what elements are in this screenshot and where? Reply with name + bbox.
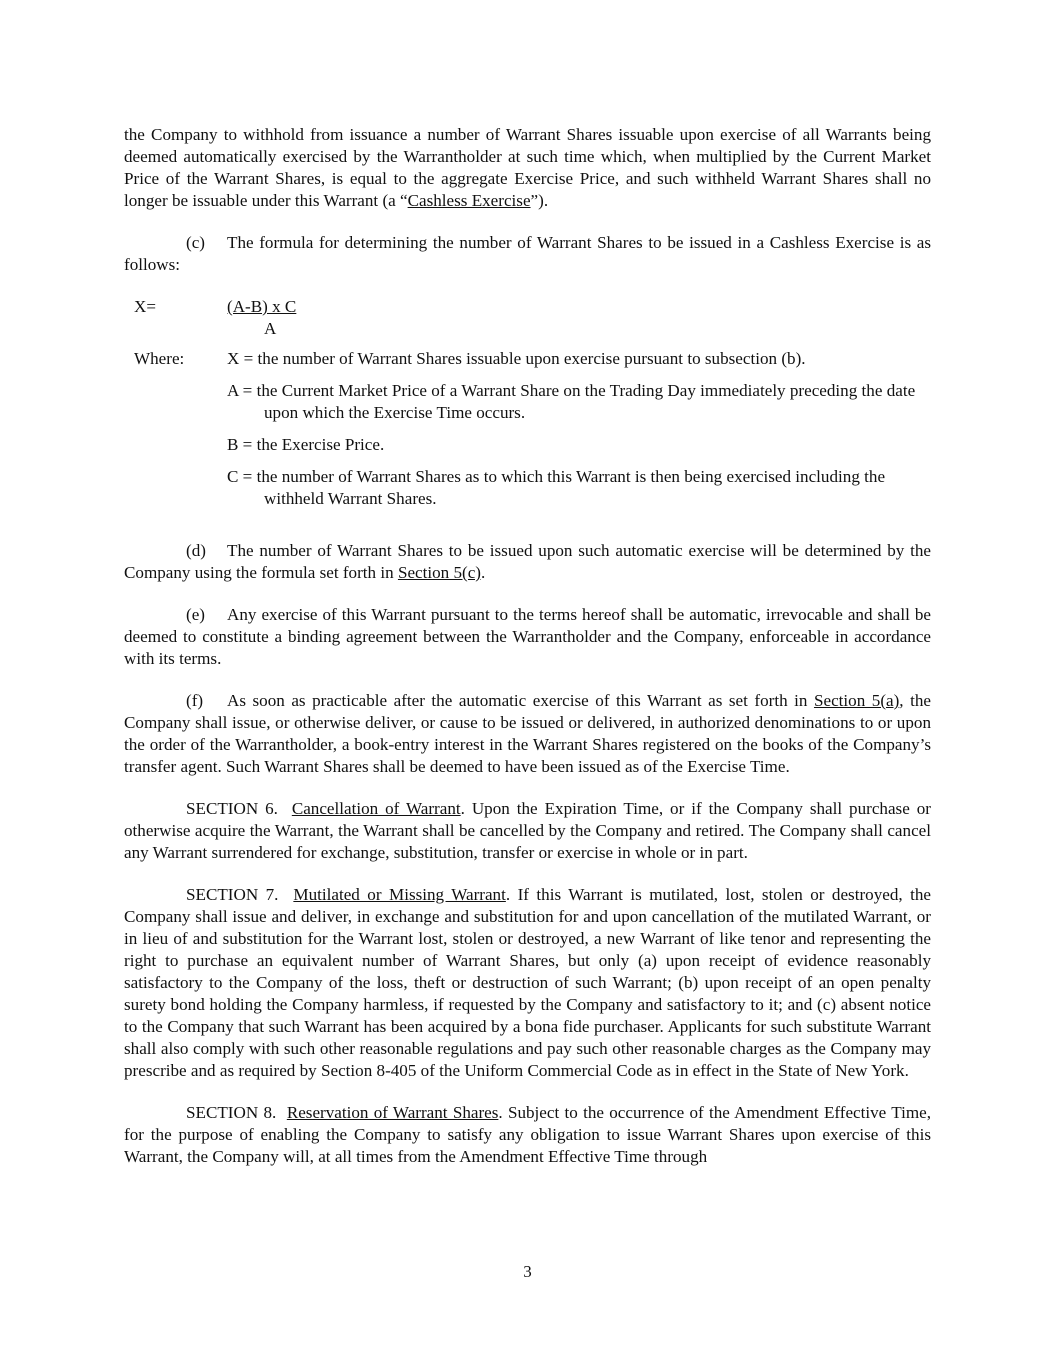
paragraph-e-label: (e) <box>186 605 205 624</box>
paragraph-e: (e) Any exercise of this Warrant pursuant to the terms hereof shall be automatic, irrevocable and shall be deemed to constitute a binding agreement between the Warrantholder and the Company, enforceable in accordance with its terms. <box>124 605 931 668</box>
section-8-heading: Reservation of Warrant Shares <box>286 1103 499 1122</box>
section-5c-reference: Section 5(c) <box>397 563 482 582</box>
section-8-label: SECTION 8. <box>186 1103 277 1122</box>
section-7-heading: Mutilated or Missing Warrant <box>293 885 506 904</box>
document-page <box>124 124 931 1168</box>
definition-b: B = the Exercise Price. <box>227 435 385 454</box>
section-6: SECTION 6. Cancellation of Warrant. Upon the Expiration Time, or if the Company shall purchase or otherwise acquire the Warrant, the Warrant shall be cancelled by the Company and retired. The Company shall cancel any Warrant surrendered for exchange, substitution, transfer or exercise in whole or in part. <box>124 799 931 862</box>
intro-paragraph: the Company to withhold from issuance a number of Warrant Shares issuable upon exercise of all Warrants being deemed automatically exercised by the Warrantholder at such time which, when multiplied by the Current Market Price of the Warrant Shares, is equal to the aggregate Exercise Price, and such withheld Warrant Shares shall no longer be issuable under this Warrant (a “Cashless Exercise”). <box>124 125 931 210</box>
formula-lhs: X= <box>134 297 156 316</box>
formula-numerator: (A-B) x C <box>227 297 297 316</box>
paragraph-d: (d) The number of Warrant Shares to be issued upon such automatic exercise will be determined by the Company using the formula set forth in Section 5(c). <box>124 541 931 582</box>
paragraph-c: (c) The formula for determining the number of Warrant Shares to be issued in a Cashless Exercise is as follows: <box>124 233 931 274</box>
definition-a: A = the Current Market Price of a Warrant Share on the Trading Day immediately preceding the date upon which the Exercise Time occurs. <box>227 381 916 422</box>
paragraph-f-label: (f) <box>186 691 204 710</box>
page-number: 3 <box>523 1262 532 1281</box>
formula-denominator: A <box>264 319 277 338</box>
where-label: Where: <box>134 349 185 368</box>
definition-x: X = the number of Warrant Shares issuable upon exercise pursuant to subsection (b). <box>227 349 806 368</box>
section-6-heading: Cancellation of Warrant <box>291 799 461 818</box>
cashless-exercise-term: Cashless Exercise <box>407 191 531 210</box>
formula-definitions <box>124 348 931 510</box>
section-7-label: SECTION 7. <box>186 885 279 904</box>
paragraph-f: (f) As soon as practicable after the automatic exercise of this Warrant as set forth in Section 5(a), the Company shall issue, or otherwise deliver, or cause to be issued or delivered, in authorized denominations to or upon the order of the Warrantholder, a book-entry interest in the Warrant Shares registered on the books of the Company’s transfer agent. Such Warrant Shares shall be deemed to have been issued as of the Exercise Time. <box>124 691 931 776</box>
section-8: SECTION 8. Reservation of Warrant Shares. Subject to the occurrence of the Amendment Effective Time, for the purpose of enabling the Company to satisfy any obligation to issue Warrant Shares upon exercise of this Warrant, the Company will, at all times from the Amendment Effective Time through <box>124 1103 931 1166</box>
section-7: SECTION 7. Mutilated or Missing Warrant. If this Warrant is mutilated, lost, stolen or destroyed, the Company shall issue and deliver, in exchange and substitution for and upon cancellation of the mutilated Warrant, or in lieu of and substitution for the Warrant lost, stolen or destroyed, a new Warrant of like tenor and representing the right to purchase an equivalent number of Warrant Shares, but only (a) upon receipt of evidence reasonably satisfactory to the Company of the loss, theft or destruction of such Warrant; (b) upon receipt of an open penalty surety bond holding the Company harmless, if requested by the Company and satisfactory to it; and (c) absent notice to the Company that such Warrant has been acquired by a bona fide purchaser. Applicants for such substitute Warrant shall also comply with such other reasonable regulations and pay such other reasonable charges as the Company may prescribe and as required by Section 8-405 of the Uniform Commercial Code as in effect in the State of New York. <box>124 885 931 1080</box>
definition-c: C = the number of Warrant Shares as to which this Warrant is then being exercised including the withheld Warrant Shares. <box>227 467 886 508</box>
cashless-formula <box>124 296 931 338</box>
section-6-label: SECTION 6. <box>186 799 278 818</box>
paragraph-d-label: (d) <box>186 541 206 560</box>
paragraph-c-label: (c) <box>186 233 205 252</box>
section-5a-reference: Section 5(a) <box>813 691 900 710</box>
